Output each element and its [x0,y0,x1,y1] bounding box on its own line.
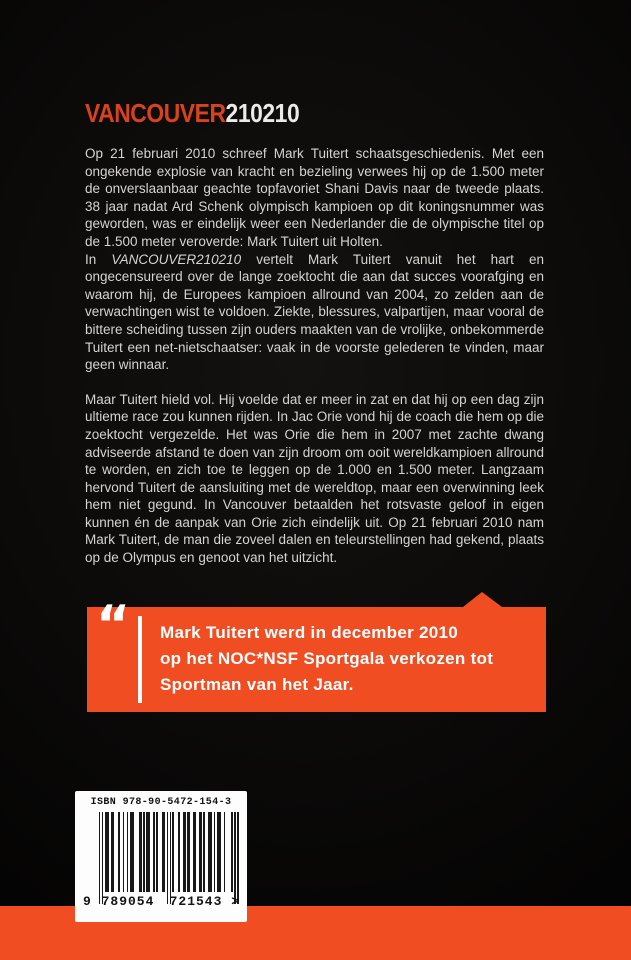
barcode-bar [203,812,204,892]
barcode-bar [149,812,150,892]
isbn-barcode [75,791,247,922]
barcode-bar [234,812,235,904]
barcode-bar [133,812,134,892]
barcode-bar [170,812,171,904]
barcode-bars [99,812,239,904]
barcode-bar [172,812,173,892]
barcode-bar [156,812,157,892]
barcode-digits [83,892,239,910]
barcode-bar [127,812,128,892]
barcode-digits-right: 721543 [169,893,223,909]
barcode-bar [231,812,232,892]
book-title-vancouver: VANCOUVER [85,98,226,128]
barcode-bar [178,812,179,892]
barcode-digit-first: 9 [83,893,91,909]
quotation-mark-icon: “ [96,595,131,655]
barcode-bar [153,812,154,892]
p2-prefix: In [85,251,112,267]
barcode-bar [143,812,144,892]
quote-line-2: op het NOC*NSF Sportgala verkozen tot [160,649,494,668]
award-quote-box [87,595,546,712]
book-title-date: 210210 [225,98,300,128]
barcode-bar [200,812,201,892]
synopsis-text-block [85,145,544,567]
barcode-bar [184,812,185,892]
barcode-bar [123,812,124,892]
barcode-bar [164,812,165,892]
award-quote-text [160,620,538,698]
synopsis-paragraph-2 [85,251,544,374]
barcode-arrow: > [231,893,239,909]
quote-line-1: Mark Tuitert werd in december 2010 [160,623,459,642]
isbn-number-label: ISBN 978-90-5472-154-3 [90,797,232,808]
p2-suffix: vertelt Mark Tuitert vanuit het hart en ongecensureerd over de lange zoektocht die aan dat succes voorafging en waarom hij, de Europees kampioen allround van 2004, zo zelden aan de verwachtingen wist te voldoen. Ziekte, blessures, valpartijen, maar vooral de bittere scheiding tussen zijn ouders maakten van de vrolijke, onbekommerde Tuitert een net-nietschaatser: vaak in de voorste gelederen te vinden, maar geen winnaar. [85,251,544,373]
barcode-bar [140,812,141,892]
barcode-bar [102,812,103,904]
synopsis-paragraph-3: Maar Tuitert hield vol. Hij voelde dat er meer in zat en dat hij op een dag zijn ultieme race zou kunnen rijden. In Jac Orie vond hij de coach die hem op die zoektocht vergezelde. Het was Orie die hem in 2007 met zachte dwang adviseerde afstand te doen van zijn droom om ooit wereldkampioen allround te worden, en zich toe te leggen op de 1.000 en 1.500 meter. Langzaam hervond Tuitert de aansluiting met de wereldtop, maar een overwinning leek hem niet gegund. In Vancouver betaalden het rotsvaste geloof in eigen kunnen én de aanpak van Orie zich eindelijk uit. Op 21 februari 2010 nam Mark Tuitert, de man die zoveel dalen en teleurstellingen had gekend, plaats op de Olympus en genoot van het uitzicht. [85,391,544,566]
barcode-bar [118,812,119,892]
barcode-bar [189,812,190,892]
barcode-bar [194,812,195,892]
speech-bubble-tail [463,592,502,607]
barcode-bar [224,812,225,892]
barcode-bar [167,812,168,904]
barcode-bar [237,812,238,904]
p2-book-title-italic: VANCOUVER210210 [111,251,242,267]
barcode-bar [99,812,100,904]
barcode-bar [219,812,220,892]
book-title [85,98,299,129]
quote-line-3: Sportman van het Jaar. [160,675,354,694]
barcode-bar [211,812,212,892]
synopsis-paragraph-1: Op 21 februari 2010 schreef Mark Tuitert schaatsgeschiedenis. Met een ongekende explosie van kracht en bezieling verwees hij op de 1.500 meter de onverslaanbaar geachte topfavoriet Shani Davis naar de tweede plaats. 38 jaar nadat Ard Schenk olympisch kampioen op dit koningsnummer was geworden, was er eindelijk weer een Nederlander die de olympische titel op de 1.500 meter veroverde: Mark Tuitert uit Holten. [85,146,544,249]
barcode-bar [112,812,113,892]
barcode-bar [214,812,215,892]
barcode-bar [108,812,109,892]
barcode-digits-left: 789054 [101,893,155,909]
quote-divider-line [138,616,142,703]
